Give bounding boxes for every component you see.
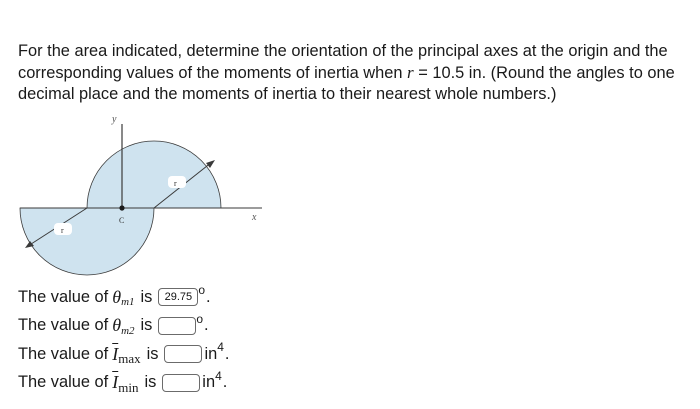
area-figure [16, 108, 266, 283]
degree-symbol: o [198, 283, 206, 298]
is-word: is [146, 344, 159, 363]
answer-label-prefix: The value of [18, 287, 109, 306]
problem-statement [18, 41, 690, 105]
is-word: is [144, 373, 157, 392]
unit-in: in [204, 344, 218, 363]
i-subscript-max: max [118, 351, 141, 367]
is-word: is [140, 287, 153, 306]
theta-subscript-m1: m1 [121, 296, 135, 309]
period: . [224, 344, 230, 363]
upper-semicircle [87, 141, 221, 208]
i-bar-symbol: $\overline{I}$ [112, 343, 119, 364]
is-word: is [140, 316, 153, 335]
answer-row-theta-m1 [18, 283, 229, 312]
upper-r-label-patch [168, 176, 186, 188]
unit-in: in [202, 373, 216, 392]
problem-variable-r: r [407, 63, 414, 82]
answers-section [18, 283, 229, 397]
problem-text-part1: For the area indicated, determine the orientation of the principal axes at the origin and the corresponding values of the moments of inertia when [18, 42, 668, 82]
theta-subscript-m2: m2 [121, 324, 135, 337]
unit-exponent: 4 [215, 368, 222, 383]
period: . [222, 373, 228, 392]
theta-m1-input[interactable]: 29.75 [158, 288, 198, 306]
centroid-label: C [119, 216, 125, 225]
i-bar-symbol: $\overline{I}$ [112, 372, 119, 393]
answer-row-theta-m2 [18, 312, 229, 341]
i-subscript-min: min [118, 379, 139, 395]
lower-r-label: r [61, 226, 64, 235]
answer-row-i-max [18, 340, 229, 369]
theta-symbol: θ [112, 286, 122, 307]
answer-label-prefix: The value of [18, 316, 109, 335]
degree-symbol: o [196, 311, 204, 326]
lower-semicircle [20, 208, 154, 275]
answer-label-prefix: The value of [18, 344, 109, 363]
unit-exponent: 4 [217, 340, 224, 355]
period: . [204, 316, 209, 335]
centroid-dot [119, 205, 124, 210]
answer-label-prefix: The value of [18, 373, 109, 392]
problem-text-part2: = 10.5 in. (Round the angles to one decimal place and the moments of inertia to their nearest whole numbers.) [18, 64, 675, 103]
answer-row-i-min [18, 369, 229, 398]
y-axis-label: y [112, 114, 117, 125]
x-axis-label: x [252, 212, 257, 223]
theta-symbol: θ [112, 315, 122, 336]
upper-r-label: r [174, 179, 177, 188]
theta-m2-input[interactable] [158, 317, 196, 335]
period: . [206, 287, 211, 306]
i-max-input[interactable] [164, 345, 202, 363]
i-min-input[interactable] [162, 374, 200, 392]
